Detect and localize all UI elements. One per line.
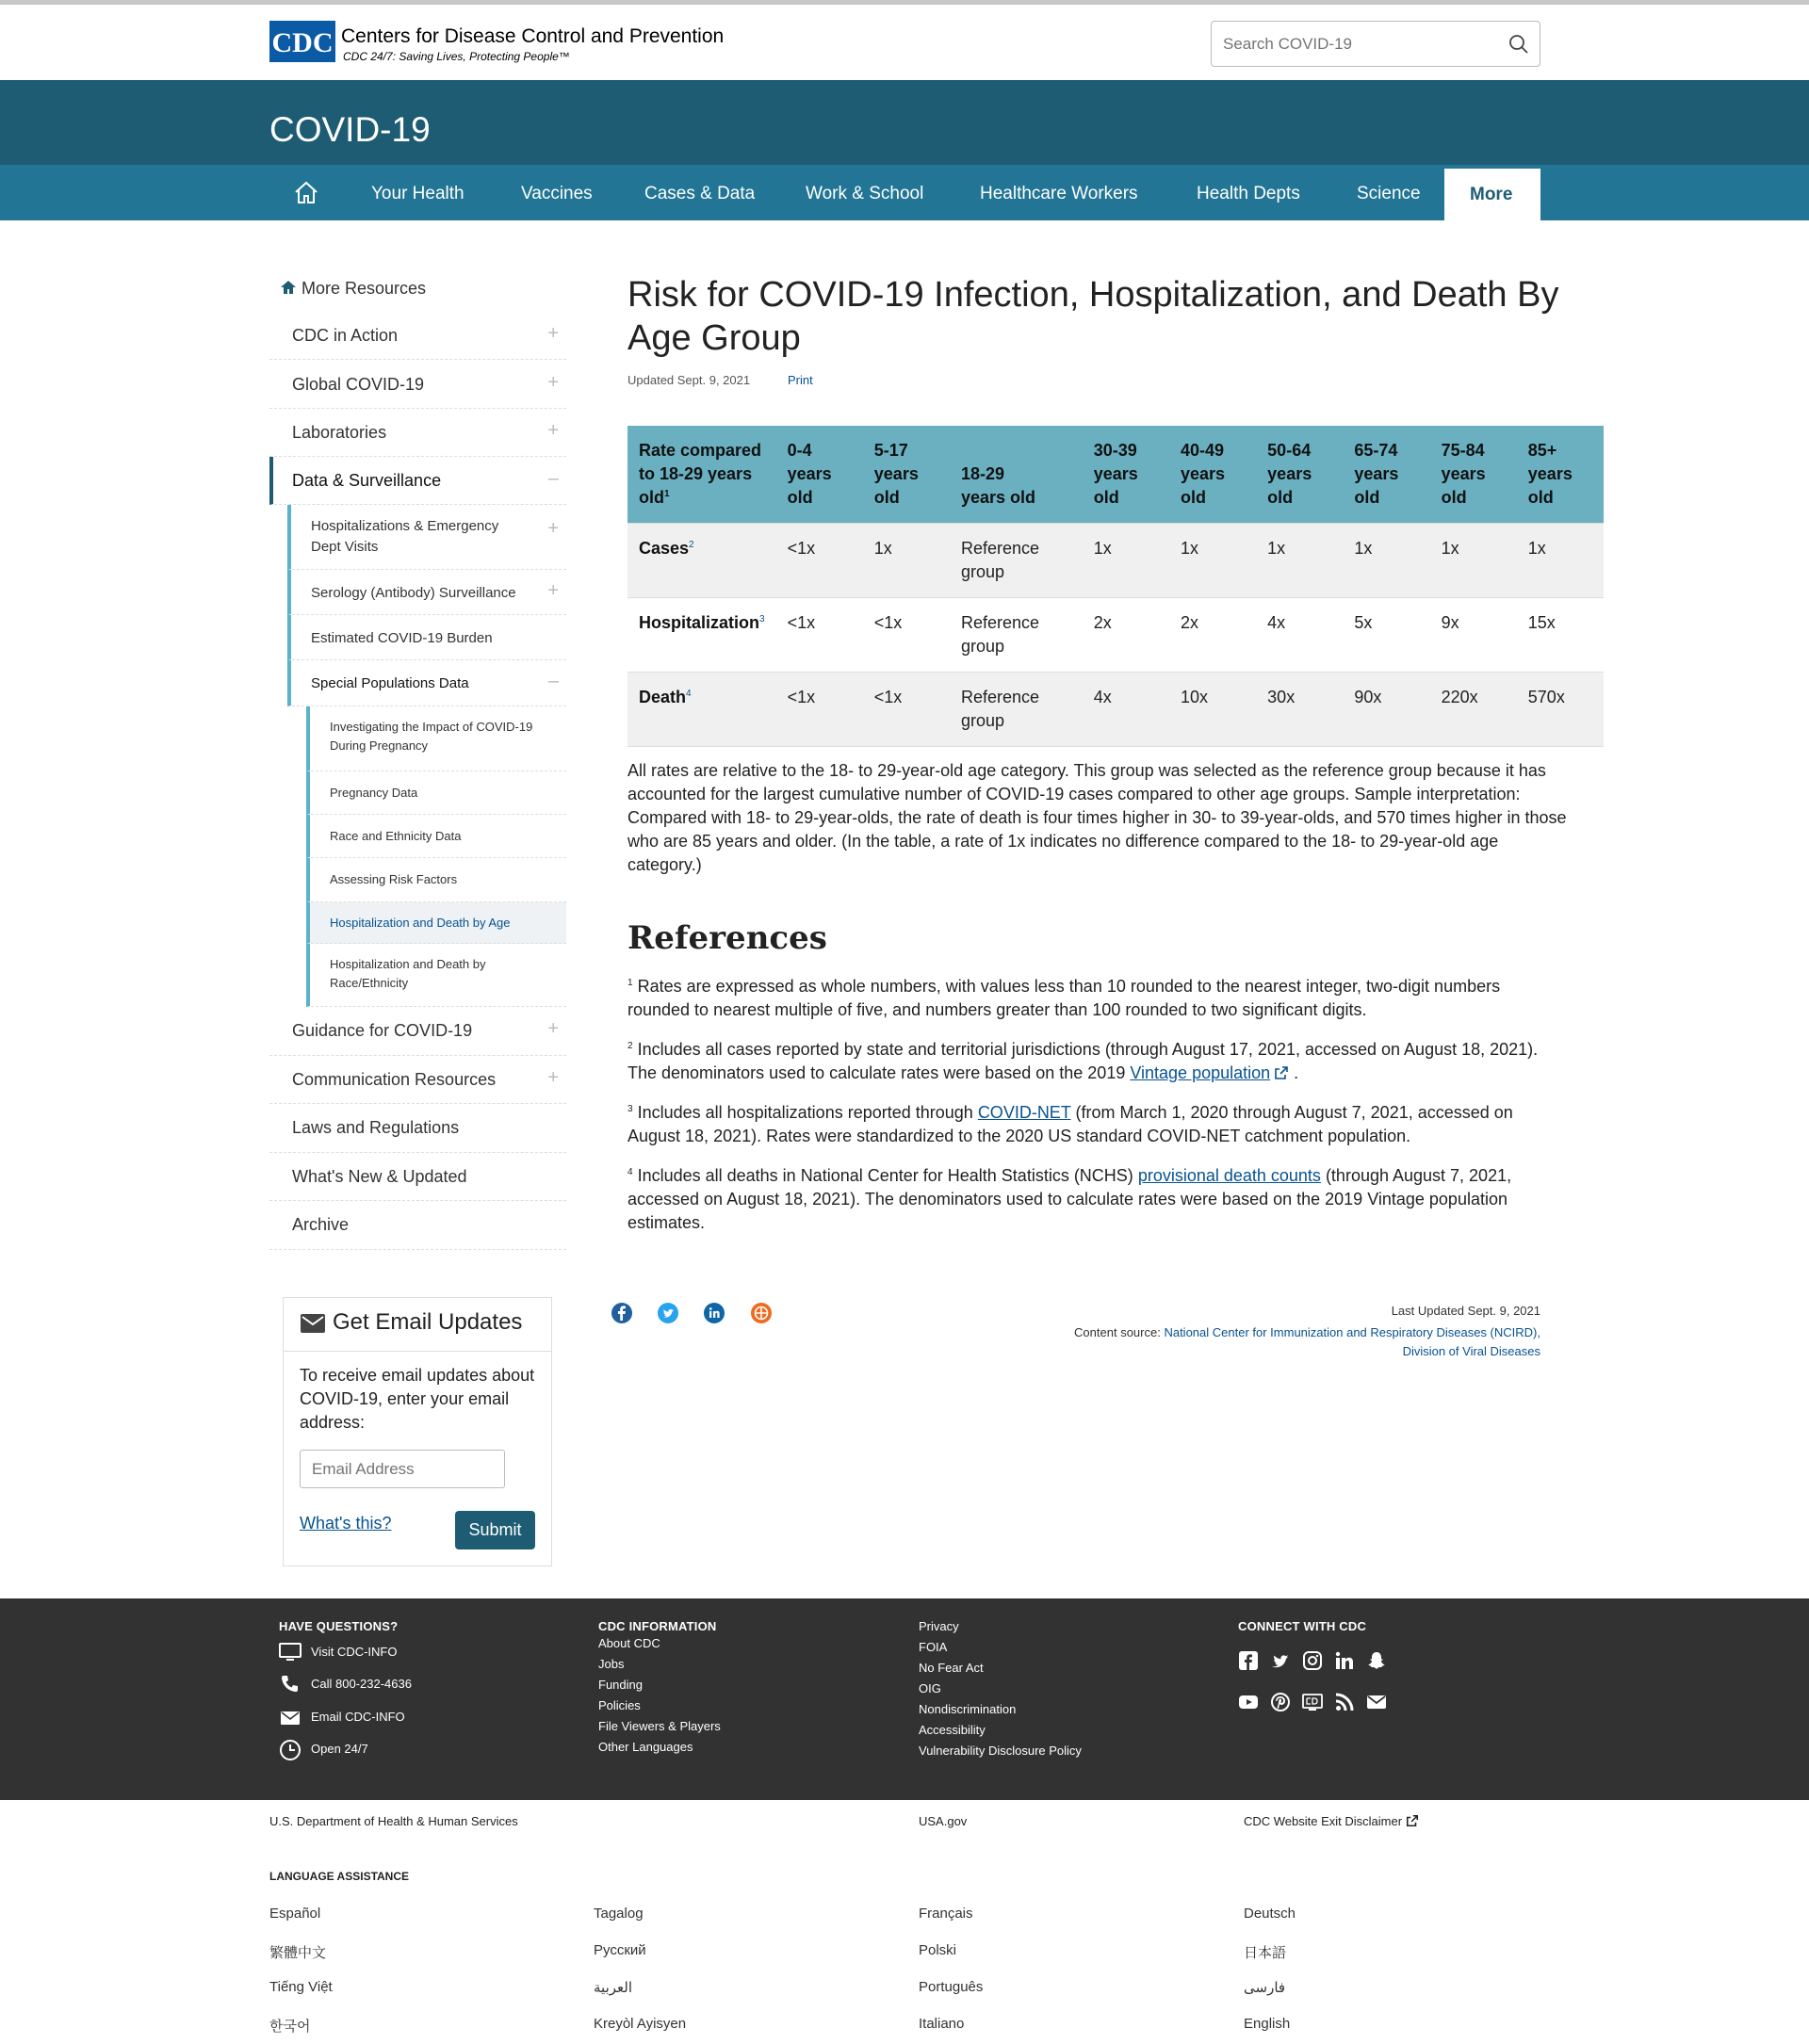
call-cdc-link[interactable]: Call 800-232-4636 (311, 1677, 412, 1691)
sidebar-item-label: Investigating the Impact of COVID-19 During Pregnancy (330, 720, 533, 753)
col-header-age: 18-29 (960, 464, 1005, 483)
table-cell: 1x (1430, 524, 1517, 598)
lang-link[interactable]: Русский (594, 1942, 646, 1958)
table-cell: <1x (863, 673, 950, 747)
updated-date: Updated Sept. 9, 2021 (627, 373, 751, 387)
col-header-unit: years old (1354, 464, 1399, 507)
table-cell: Reference group (950, 598, 1083, 673)
lang-link[interactable]: Deutsch (1244, 1906, 1296, 1922)
reference-text: . (1294, 1063, 1299, 1082)
col-header (1083, 426, 1169, 524)
sidebar-item-data-surveillance[interactable] (269, 457, 566, 505)
facebook-icon[interactable] (611, 1302, 633, 1324)
col-header (950, 426, 1083, 524)
sidebar-item-label: Race and Ethnicity Data (330, 829, 462, 843)
table-header-row (627, 426, 1604, 524)
lang-link[interactable]: 日本語 (1244, 1945, 1287, 1961)
table-cell: <1x (776, 524, 863, 598)
email-description: To receive email updates about COVID-19, enter your email address: (300, 1366, 535, 1432)
table-cell: 30x (1256, 673, 1343, 747)
expand-icon[interactable]: + (547, 1018, 559, 1039)
have-questions-heading: HAVE QUESTIONS? (279, 1619, 399, 1633)
jobs-link[interactable]: Jobs (598, 1657, 625, 1671)
col-header (1430, 426, 1517, 524)
col-header-age: 50-64 (1267, 441, 1312, 460)
sidebar-item-label: Assessing Risk Factors (330, 872, 458, 886)
nav-your-health[interactable]: Your Health (371, 184, 464, 203)
table-cell: <1x (776, 673, 863, 747)
exit-disclaimer-label: CDC Website Exit Disclaimer (1244, 1814, 1403, 1828)
footnote-marker[interactable]: 2 (689, 540, 694, 550)
sidebar-item-laboratories[interactable] (269, 409, 566, 457)
pinterest-icon[interactable] (1270, 1692, 1291, 1712)
col-header-unit: years old (1527, 464, 1573, 507)
email-cdc-info-link[interactable]: Email CDC-INFO (311, 1710, 405, 1724)
last-updated: Last Updated Sept. 9, 2021 (1391, 1304, 1540, 1318)
provisional-death-counts-link[interactable]: provisional death counts (1137, 1166, 1321, 1185)
table-cell: <1x (776, 598, 863, 673)
usagov-link[interactable]: USA.gov (919, 1814, 968, 1828)
sidebar-item-label: Guidance for COVID-19 (292, 1021, 473, 1040)
references-heading: References (627, 919, 827, 957)
sidebar-item-global[interactable] (269, 360, 566, 409)
footer (0, 1598, 1809, 1800)
email-field[interactable] (300, 1450, 505, 1488)
reference-text: (from March 1, 2020 through August 7, 2021, accessed on August 18, 2021). Rates were standardized to the 2020 US standard COVID-NET catchment population. (627, 1103, 1513, 1145)
footnote-number: 4 (627, 1167, 633, 1177)
external-link-icon (1406, 1814, 1419, 1827)
cdc-tv-icon[interactable] (1302, 1692, 1323, 1712)
lang-link[interactable]: Français (919, 1906, 973, 1922)
lang-link[interactable]: Português (919, 1979, 984, 1995)
sidebar-item-pregnancy-impact[interactable] (306, 706, 566, 771)
sidebar-item-hosp-death-race[interactable] (306, 944, 566, 1007)
rss-icon[interactable] (1334, 1692, 1355, 1712)
sidebar-item-communication[interactable] (269, 1056, 566, 1104)
snapchat-icon[interactable] (1366, 1650, 1387, 1671)
footnote-number: 1 (627, 978, 633, 988)
sidebar-item-hosp-death-age[interactable] (306, 902, 566, 944)
instagram-icon[interactable] (1302, 1650, 1323, 1671)
table-cell: <1x (863, 598, 950, 673)
table-cell: 4x (1256, 598, 1343, 673)
table-cell: 90x (1343, 673, 1429, 747)
table-cell: 220x (1430, 673, 1517, 747)
other-languages-link[interactable]: Other Languages (598, 1740, 693, 1754)
footnote-number: 3 (627, 1104, 633, 1114)
lang-link[interactable]: Polski (919, 1942, 957, 1958)
footnote-marker[interactable]: 3 (759, 614, 765, 625)
accessibility-link[interactable]: Accessibility (919, 1723, 986, 1737)
col-header-age: 65-74 (1354, 441, 1398, 460)
expand-icon[interactable]: + (547, 580, 559, 601)
lang-link[interactable]: 繁體中文 (269, 1945, 327, 1961)
lang-link[interactable]: فارسی (1244, 1980, 1286, 1996)
whats-this-link[interactable]: What's this? (300, 1514, 392, 1533)
table-cell: Reference group (950, 524, 1083, 598)
sidebar-item-label: Communication Resources (292, 1070, 497, 1089)
cdc-logo[interactable] (269, 21, 335, 62)
reference-text: Includes all cases reported by state and territorial jurisdictions (through August 17, 2021, accessed on August 18, 2021). The denominators used to calculate rates were based on the 2019 (627, 1040, 1539, 1082)
topic-banner (0, 80, 1809, 165)
sidebar-item-risk-factors[interactable] (306, 858, 566, 902)
sidebar-item-label: Data & Surveillance (292, 471, 442, 490)
col-header-unit: years old (1267, 464, 1312, 507)
table-cell: 5x (1343, 598, 1429, 673)
search-input[interactable] (1223, 33, 1496, 56)
table-row (627, 524, 1604, 598)
exit-disclaimer-link[interactable] (1244, 1814, 1419, 1828)
nondiscrimination-link[interactable]: Nondiscrimination (919, 1702, 1017, 1716)
file-viewers-link[interactable]: File Viewers & Players (598, 1719, 721, 1733)
content-source-link[interactable]: National Center for Immunization and Respiratory Diseases (NCIRD), Division of Viral Diseases (1164, 1325, 1540, 1358)
envelope-icon (301, 1314, 325, 1333)
sidebar-heading-label: More Resources (302, 279, 427, 298)
no-fear-act-link[interactable]: No Fear Act (919, 1661, 984, 1675)
email-title-label: Get Email Updates (333, 1309, 523, 1335)
sidebar-item-label: Archive (292, 1215, 350, 1234)
search-box[interactable] (1211, 21, 1540, 67)
sidebar-item-estimated-burden[interactable] (287, 615, 566, 660)
sidebar-item-label: Hospitalization and Death by Age (330, 916, 511, 930)
table-cell: 1x (1517, 524, 1604, 598)
nav-more[interactable] (1444, 165, 1540, 220)
sidebar-item-label: Laws and Regulations (292, 1118, 460, 1137)
clock-icon (279, 1739, 302, 1761)
col-header (1517, 426, 1604, 524)
sidebar-item-label: Hospitalization and Death by Race/Ethnicity (330, 957, 486, 990)
sidebar-item-label: What's New & Updated (292, 1167, 467, 1186)
lang-link[interactable]: Tiếng Việt (269, 1979, 333, 1995)
row-label (627, 598, 776, 673)
sidebar-item-cdc-in-action[interactable] (269, 311, 566, 360)
sidebar-item-archive[interactable] (269, 1201, 566, 1250)
content-source-label: Content source: (1074, 1325, 1161, 1339)
table-cell: 1x (1083, 524, 1169, 598)
monitor-icon (279, 1641, 302, 1663)
reference-text: Rates are expressed as whole numbers, with values less than 10 rounded to the nearest integer, two-digit numbers rounded to nearest multiple of five, and numbers greater than 100 rounded to two significant digits. (627, 977, 1501, 1019)
nav-more-label: More (1470, 185, 1513, 204)
sidebar-item-special-populations[interactable] (287, 660, 566, 706)
reference-2 (627, 1038, 1541, 1085)
print-link[interactable]: Print (788, 373, 813, 387)
sidebar-item-laws[interactable] (269, 1104, 566, 1153)
collapse-icon[interactable]: – (547, 468, 559, 489)
sidebar-item-label: Special Populations Data (311, 675, 469, 691)
expand-icon[interactable]: + (547, 1067, 559, 1088)
email-icon[interactable] (1366, 1692, 1387, 1712)
lang-link[interactable]: Italiano (919, 2016, 965, 2032)
divider (284, 1351, 551, 1352)
row-label-text: Cases (639, 539, 690, 558)
footnote-number: 2 (627, 1041, 633, 1051)
lang-link[interactable]: Tagalog (594, 1906, 644, 1922)
collapse-icon[interactable]: – (547, 671, 559, 691)
connect-heading: CONNECT WITH CDC (1238, 1619, 1367, 1633)
sidebar-item-label: Global COVID-19 (292, 375, 425, 394)
nav-work-school[interactable]: Work & School (806, 184, 924, 203)
sidebar-item-hospitalizations-ed[interactable] (287, 505, 566, 570)
linkedin-icon[interactable] (1334, 1650, 1355, 1671)
search-icon[interactable] (1508, 33, 1530, 56)
nav-healthcare-workers[interactable]: Healthcare Workers (980, 184, 1138, 203)
language-assistance-heading: LANGUAGE ASSISTANCE (269, 1870, 410, 1883)
sidebar-heading[interactable] (280, 279, 426, 299)
lang-link[interactable]: English (1244, 2016, 1291, 2032)
vulnerability-disclosure-link[interactable]: Vulnerability Disclosure Policy (919, 1744, 1082, 1758)
expand-icon[interactable]: + (547, 372, 559, 393)
page-title: Risk for COVID-19 Infection, Hospitalization, and Death By Age Group (627, 275, 1559, 358)
external-link-icon[interactable] (1274, 1065, 1289, 1080)
site-header (0, 5, 1809, 80)
expand-icon[interactable]: + (547, 518, 559, 539)
covid-net-link[interactable]: COVID-NET (977, 1103, 1071, 1122)
table-cell: Reference group (950, 673, 1083, 747)
visit-cdc-info-link[interactable]: Visit CDC-INFO (311, 1645, 398, 1659)
sidebar-item-serology[interactable] (287, 570, 566, 615)
email-updates-box (283, 1297, 552, 1566)
reference-1 (627, 975, 1541, 1022)
sidebar-item-label: Serology (Antibody) Surveillance (311, 585, 516, 601)
table-row (627, 598, 1604, 673)
table-corner-label: Rate compared to 18-29 years old (639, 441, 762, 507)
submit-button[interactable]: Submit (455, 1511, 535, 1549)
table-cell: 10x (1169, 673, 1256, 747)
table-cell: 4x (1083, 673, 1169, 747)
sidebar-item-label: Laboratories (292, 423, 387, 442)
row-label (627, 673, 776, 747)
sidebar-item-race-ethnicity[interactable] (306, 815, 566, 858)
lang-link[interactable]: Kreyòl Ayisyen (594, 2016, 687, 2032)
open-hours: Open 24/7 (311, 1742, 368, 1756)
table-cell: 1x (1343, 524, 1429, 598)
col-header-unit: years old (1093, 464, 1138, 507)
sidebar-item-label: Hospitalizations & Emergency Dept Visits (311, 518, 499, 555)
table-cell: 9x (1430, 598, 1517, 673)
home-icon (280, 279, 297, 296)
table-corner-header (627, 426, 776, 524)
footnote-marker[interactable]: 1 (664, 489, 670, 499)
footnote-marker[interactable]: 4 (686, 689, 692, 699)
col-header-age: 40-49 (1180, 441, 1225, 460)
row-label-text: Hospitalization (639, 613, 760, 632)
table-cell: 1x (863, 524, 950, 598)
reference-3 (627, 1101, 1541, 1148)
nav-health-depts[interactable]: Health Depts (1197, 184, 1300, 203)
foia-link[interactable]: FOIA (919, 1640, 948, 1654)
table-cell: 1x (1256, 524, 1343, 598)
col-header (863, 426, 950, 524)
topic-title[interactable]: COVID-19 (269, 110, 431, 149)
col-header-unit: years old (960, 488, 1036, 507)
twitter-icon[interactable] (1270, 1650, 1291, 1671)
hhs-link[interactable]: U.S. Department of Health & Human Services (269, 1814, 518, 1828)
org-title[interactable]: Centers for Disease Control and Prevention (341, 25, 725, 47)
reference-4 (627, 1164, 1541, 1235)
sidebar-item-pregnancy-data[interactable] (306, 771, 566, 815)
email-updates-title (301, 1309, 522, 1336)
col-header-age: 75-84 (1441, 441, 1485, 460)
sidebar-item-whats-new[interactable] (269, 1153, 566, 1201)
nav-vaccines[interactable]: Vaccines (521, 184, 593, 203)
row-label-text: Death (639, 688, 687, 706)
reference-text: (through August 7, 2021, accessed on August 18, 2021). The denominators used to calculate rates were based on the 2019 Vintage population estimates. (627, 1166, 1512, 1232)
linkedin-icon[interactable] (703, 1302, 725, 1324)
col-header-unit: years old (787, 464, 832, 507)
table-cell: 2x (1083, 598, 1169, 673)
col-header-unit: years old (873, 464, 919, 507)
footer-secondary (0, 1800, 1809, 2044)
phone-icon (279, 1674, 302, 1696)
col-header (1343, 426, 1429, 524)
lang-link[interactable]: العربية (594, 1980, 632, 1996)
vintage-population-link[interactable]: Vintage population (1130, 1063, 1271, 1082)
sidebar-item-label: CDC in Action (292, 326, 399, 345)
table-cell: 570x (1517, 673, 1604, 747)
risk-table (627, 426, 1604, 747)
expand-icon[interactable]: + (547, 420, 559, 441)
sidebar-item-guidance[interactable] (269, 1007, 566, 1056)
nav-cases-data[interactable]: Cases & Data (644, 184, 756, 203)
org-subtitle: CDC 24/7: Saving Lives, Protecting People™ (343, 50, 570, 63)
cdc-logo-text: CDC (271, 27, 334, 58)
privacy-link[interactable]: Privacy (919, 1619, 959, 1633)
reference-text: Includes all hospitalizations reported through (637, 1103, 978, 1122)
reference-text: Includes all deaths in National Center for Health Statistics (NCHS) (637, 1166, 1138, 1185)
twitter-icon[interactable] (657, 1302, 679, 1324)
youtube-icon[interactable] (1238, 1692, 1259, 1712)
col-header-unit: years old (1180, 464, 1226, 507)
col-header-age: 5-17 (873, 441, 908, 460)
nav-science[interactable]: Science (1357, 184, 1421, 203)
cdc-information-heading: CDC INFORMATION (598, 1619, 717, 1633)
about-cdc-link[interactable]: About CDC (598, 1636, 660, 1650)
table-note: All rates are relative to the 18- to 29-year-old age category. This group was selected as the reference group because it has accounted for the largest cumulative number of COVID-19 cases compared to other age groups. Sample interpretation: Compared with 18- to 29-year-olds, the rate of death is four times higher in 30- to 39-year-olds, and 570 times higher in those who are 85 years and older. (In the table, a rate of 1x indicates no difference compared to the 18- to 29-year-old age category.) (627, 761, 1567, 874)
col-header-age: 30-39 (1093, 441, 1137, 460)
col-header (1256, 426, 1343, 524)
table-cell: 15x (1517, 598, 1604, 673)
home-icon[interactable] (292, 178, 320, 206)
syndicate-icon[interactable] (750, 1302, 773, 1324)
sidebar-item-label: Pregnancy Data (330, 786, 418, 800)
table-row (627, 673, 1604, 747)
content-source (1051, 1323, 1540, 1361)
main-nav (0, 165, 1809, 220)
col-header-age: 0-4 (787, 441, 812, 460)
sidebar-item-label: Estimated COVID-19 Burden (311, 630, 493, 646)
table-cell: 1x (1169, 524, 1256, 598)
funding-link[interactable]: Funding (598, 1678, 643, 1692)
col-header (1169, 426, 1256, 524)
col-header-age: 85+ (1527, 441, 1557, 460)
lang-link[interactable]: 한국어 (269, 2019, 311, 2035)
row-label (627, 524, 776, 598)
lang-link[interactable]: Español (269, 1906, 321, 1922)
facebook-icon[interactable] (1238, 1650, 1259, 1671)
envelope-icon (279, 1707, 302, 1729)
expand-icon[interactable]: + (547, 323, 559, 344)
col-header (776, 426, 863, 524)
table-cell: 2x (1169, 598, 1256, 673)
oig-link[interactable]: OIG (919, 1681, 941, 1695)
col-header-unit: years old (1441, 464, 1486, 507)
policies-link[interactable]: Policies (598, 1698, 641, 1712)
